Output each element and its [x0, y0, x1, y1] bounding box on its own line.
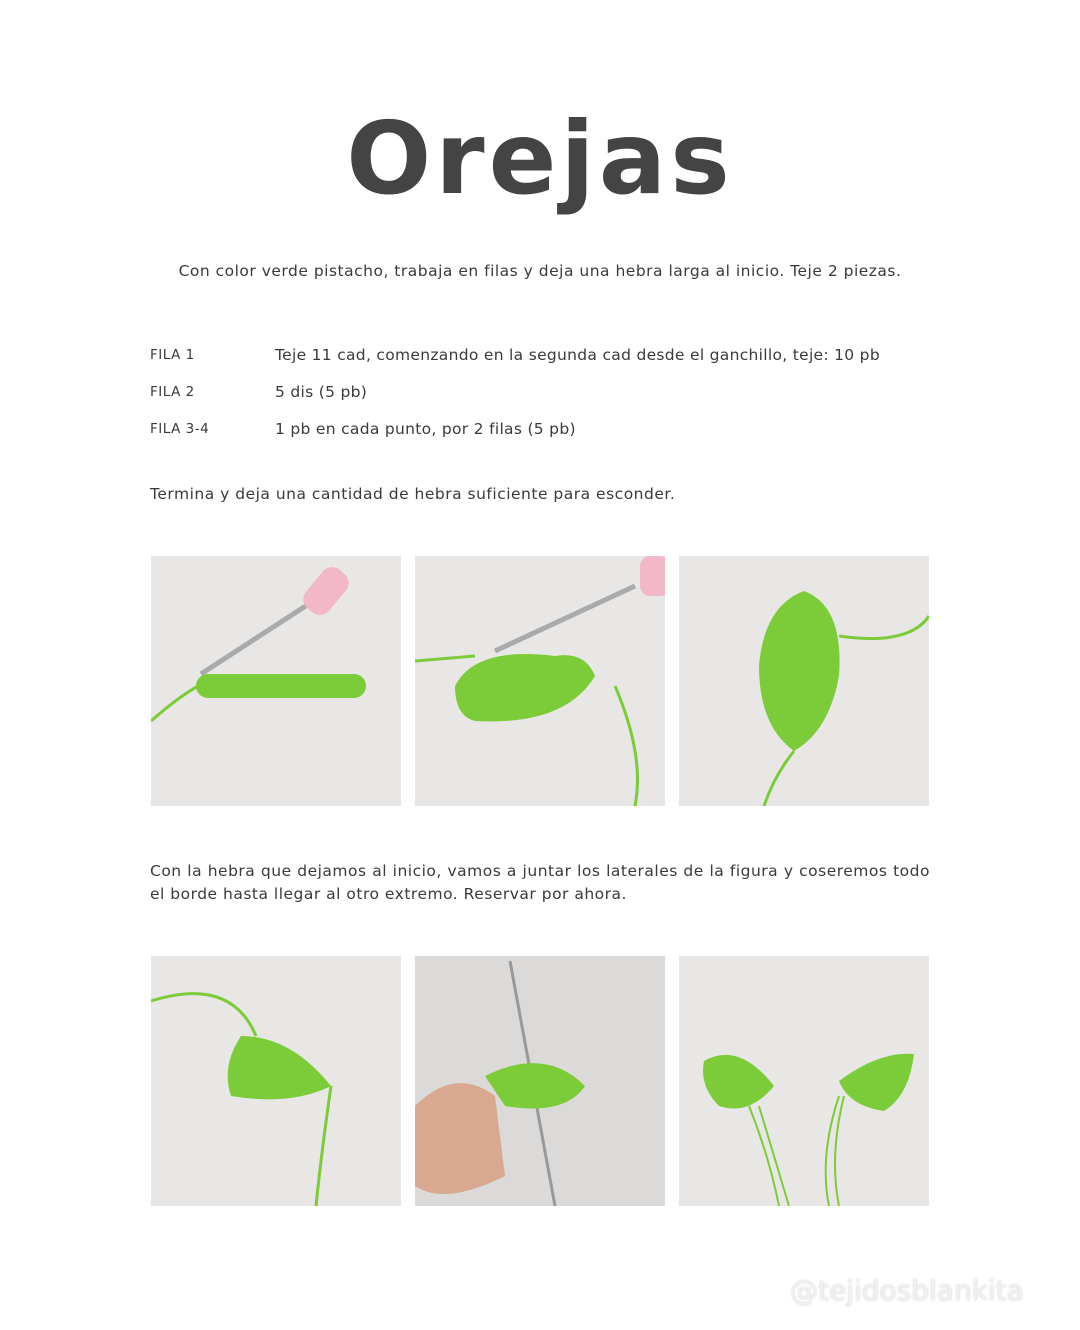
photo-chain-row — [151, 556, 401, 806]
row-label: FILA 3-4 — [150, 420, 210, 437]
finish-text: Termina y deja una cantidad de hebra suficiente para esconder. — [150, 485, 676, 503]
intro-text: Con color verde pistacho, trabaja en filas y deja una hebra larga al inicio. Teje 2 piezas. — [178, 262, 902, 280]
photo-sewing-needle — [415, 956, 665, 1206]
photo-two-ears — [679, 956, 929, 1206]
pattern-row — [150, 410, 880, 447]
photo-folded-ear — [151, 956, 401, 1206]
row-text: 1 pb en cada punto, por 2 filas (5 pb) — [275, 419, 576, 438]
row-label: FILA 1 — [150, 346, 195, 363]
sew-text: Con la hebra que dejamos al inicio, vamos a juntar los laterales de la figura y coseremos todo el borde hasta llegar al otro extremo. Reservar por ahora. — [150, 862, 930, 903]
photo-decrease-row — [415, 556, 665, 806]
pattern-row — [150, 373, 880, 410]
photo-row-1 — [151, 556, 929, 806]
row-text: Teje 11 cad, comenzando en la segunda cad desde el ganchillo, teje: 10 pb — [275, 345, 880, 364]
photo-row-2 — [151, 956, 929, 1206]
pattern-row — [150, 336, 880, 373]
row-text: 5 dis (5 pb) — [275, 382, 368, 401]
row-label: FILA 2 — [150, 383, 195, 400]
photo-finished-piece — [679, 556, 929, 806]
pattern-rows — [150, 336, 880, 447]
page-title: Orejas — [346, 100, 734, 217]
watermark: @tejidosblankita — [790, 1274, 1024, 1307]
